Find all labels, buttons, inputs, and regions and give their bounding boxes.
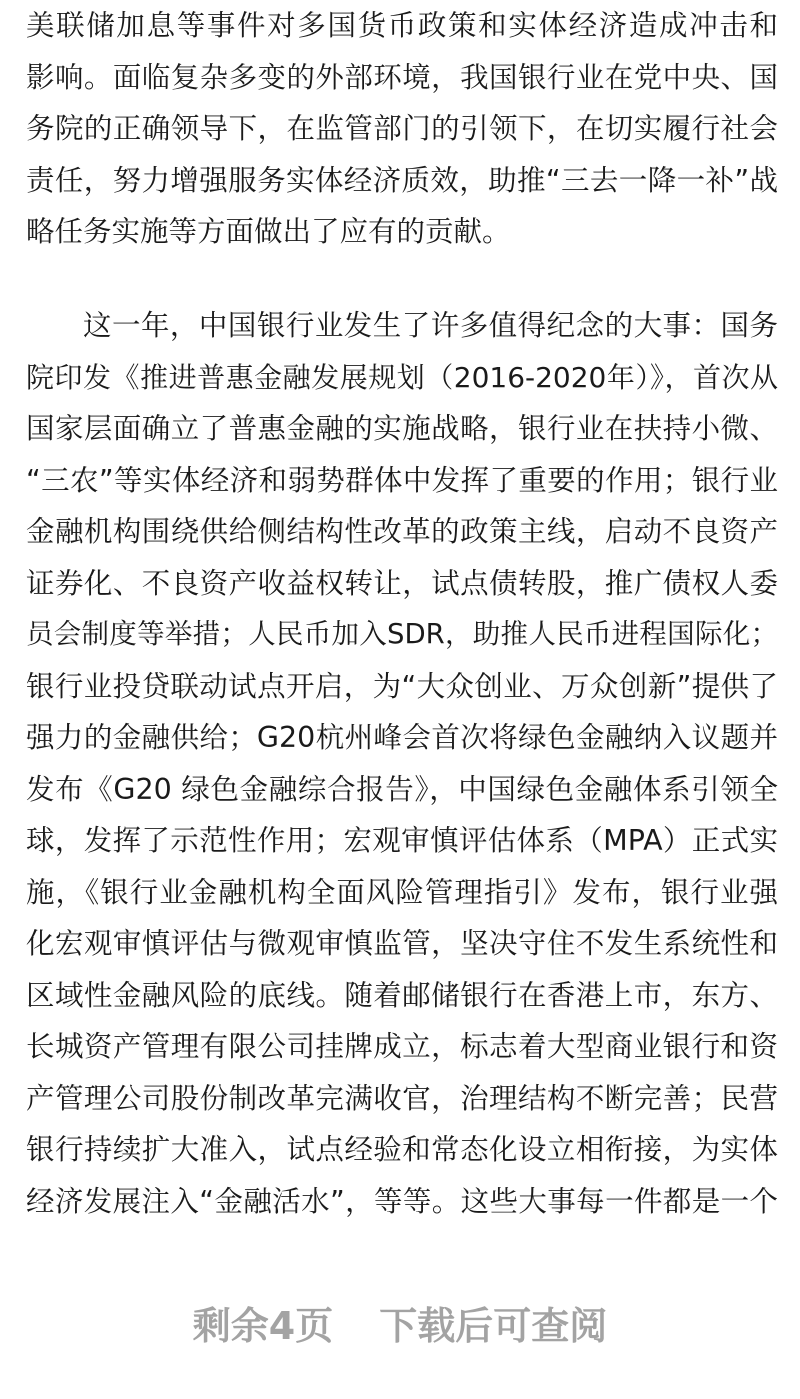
text-line: 略任务实施等方面做出了应有的贡献。 — [26, 215, 511, 248]
paragraph-2 — [26, 300, 778, 1227]
text-line: 银行持续扩大准入，试点经验和常态化设立相衔接，为实体 — [26, 1133, 778, 1166]
text-line: 区域性金融风险的底线。随着邮储银行在香港上市，东方、 — [26, 978, 778, 1012]
text-line: 银行业投贷联动试点开启，为“大众创业、万众创新”提供了 — [26, 669, 778, 703]
text-line: 美联储加息等事件对多国货币政策和实体经济造成冲击和 — [26, 9, 778, 42]
download-prompt[interactable] — [0, 1296, 800, 1356]
paragraph-1 — [26, 0, 778, 258]
text-line: 证券化、不良资产收益权转让，试点债转股，推广债权人委 — [26, 566, 778, 600]
text-line: 责任，努力增强服务实体经济质效，助推“三去一降一补”战 — [26, 163, 778, 197]
text-line: 这一年，中国银行业发生了许多值得纪念的大事：国务 — [83, 309, 778, 342]
text-line: 产管理公司股份制改革完满收官，治理结构不断完善；民营 — [26, 1081, 778, 1115]
text-line: 国家层面确立了普惠金融的实施战略，银行业在扶持小微、 — [26, 412, 778, 445]
text-line: 金融机构围绕供给侧结构性改革的政策主线，启动不良资产 — [26, 515, 778, 548]
text-line: 影响。面临复杂多变的外部环境，我国银行业在党中央、国 — [26, 60, 778, 94]
text-line: 发布《G20 绿色金融综合报告》，中国绿色金融体系引领全 — [26, 772, 778, 806]
text-line: 球，发挥了示范性作用；宏观审慎评估体系（MPA）正式实 — [26, 824, 778, 857]
text-line: 强力的金融供给；G20杭州峰会首次将绿色金融纳入议题并 — [26, 721, 778, 754]
remaining-pages-label: 剩余4页 — [192, 1304, 334, 1348]
text-line: 化宏观审慎评估与微观审慎监管，坚决守住不发生系统性和 — [26, 927, 778, 960]
text-line: “三农”等实体经济和弱势群体中发挥了重要的作用；银行业 — [26, 463, 778, 497]
text-line: 员会制度等举措；人民币加入SDR，助推人民币进程国际化； — [26, 618, 778, 650]
text-line: 经济发展注入“金融活水”，等等。这些大事每一件都是一个 — [26, 1184, 778, 1218]
text-line: 施，《银行业金融机构全面风险管理指引》发布，银行业强 — [26, 875, 778, 909]
download-hint-label: 下载后可查阅 — [379, 1304, 608, 1348]
text-line: 院印发《推进普惠金融发展规划（2016-2020年）》，首次从 — [26, 360, 778, 394]
text-line: 长城资产管理有限公司挂牌成立，标志着大型商业银行和资 — [26, 1030, 778, 1063]
text-line: 务院的正确领导下，在监管部门的引领下，在切实履行社会 — [26, 112, 778, 145]
